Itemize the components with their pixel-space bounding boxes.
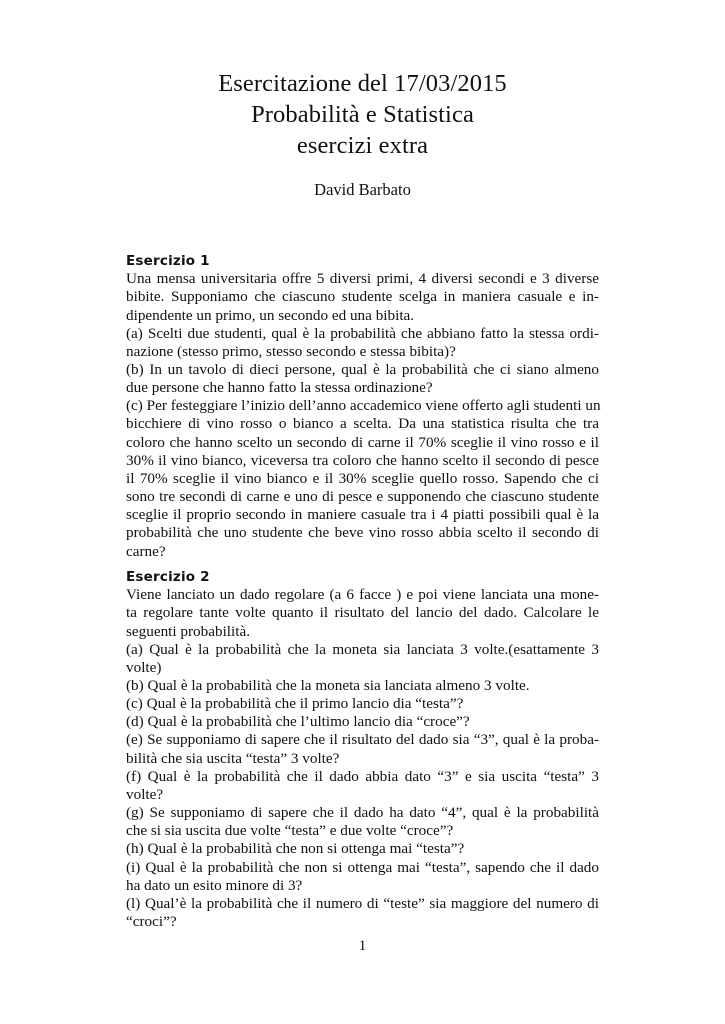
text-line: carne? <box>126 542 166 560</box>
page-number: 1 <box>358 938 367 954</box>
text-line: il 70% sceglie il vino bianco e il 30% sceglie quello rosso. Sapendo che ci <box>126 469 599 487</box>
text-line: (a) Qual è la probabilità che la moneta sia lanciata 3 volte.(esattamente 3 <box>126 640 599 658</box>
text-line: (f) Qual è la probabilità che il dado abbia dato “3” e sia uscita “testa” 3 <box>126 767 599 785</box>
exercise-2 <box>126 568 599 931</box>
text-line: ta regolare tante volte quanto il risultato del lancio del dado. Calcolare le <box>126 604 599 622</box>
text-line: bilità che sia uscita “testa” 3 volte? <box>126 749 340 767</box>
text-line: seguenti probabilità. <box>126 622 250 640</box>
title-line-3: esercizi extra <box>296 132 429 159</box>
text-line: (e) Se supponiamo di sapere che il risultato del dado sia “3”, qual è la proba- <box>126 731 599 749</box>
text-line: bibite. Supponiamo che ciascuno studente scelga in maniera casuale e in- <box>126 288 599 306</box>
exercise-heading: Esercizio 2 <box>126 569 210 585</box>
text-line: due persone che hanno fatto la stessa ordinazione? <box>126 379 433 397</box>
text-line: Una mensa universitaria offre 5 diversi primi, 4 diversi secondi e 3 diverse <box>126 270 599 288</box>
text-line: volte) <box>126 658 162 676</box>
text-line: volte? <box>126 785 164 803</box>
text-line: coloro che hanno scelto un secondo di carne il 70% sceglie il vino rosso e il <box>126 433 599 451</box>
text-line: (a) Scelti due studenti, qual è la probabilità che abbiano fatto la stessa ordi- <box>126 324 599 342</box>
text-line: (i) Qual è la probabilità che non si ottenga mai “testa”, sapendo che il dado <box>126 858 599 876</box>
text-line: dipendente un primo, un secondo ed una bibita. <box>126 306 415 324</box>
text-line: (g) Se supponiamo di sapere che il dado ha dato “4”, qual è la probabilità <box>126 804 599 822</box>
author: David Barbato <box>314 180 411 199</box>
text-line: probabilità che uno studente che beve vino rosso abbia scelto il secondo di <box>126 524 599 542</box>
text-line: (b) Qual è la probabilità che la moneta sia lanciata almeno 3 volte. <box>126 676 530 694</box>
exercise-body <box>126 586 599 931</box>
text-line: che si sia uscita due volte “testa” e due volte “croce”? <box>126 822 454 840</box>
exercise-heading: Esercizio 1 <box>126 253 210 269</box>
text-line: bicchiere di vino rosso o bianco a scelta. Da una statistica risulta che tra <box>126 415 599 433</box>
text-line: (h) Qual è la probabilità che non si ottenga mai “testa”? <box>126 840 465 858</box>
text-line: (c) Per festeggiare l’inizio dell’anno accademico viene offerto agli studenti un <box>126 397 601 415</box>
text-line: (l) Qual’è la probabilità che il numero di “teste” sia maggiore del numero di <box>126 894 599 912</box>
text-line: sono tre secondi di carne e uno di pesce e supponendo che ciascuno studente <box>126 488 599 506</box>
text-line: sceglie il proprio secondo in maniere casuale tra i 4 piatti possibili qual è la <box>126 506 599 524</box>
text-line: “croci”? <box>126 913 177 931</box>
exercise-1 <box>126 252 599 561</box>
title-block <box>0 68 725 161</box>
text-line: ha dato un esito minore di 3? <box>126 876 303 894</box>
text-line: Viene lanciato un dado regolare (a 6 facce ) e poi viene lanciata una mone- <box>126 586 599 604</box>
exercise-body <box>126 270 599 561</box>
text-line: (d) Qual è la probabilità che l’ultimo lancio dia “croce”? <box>126 713 470 731</box>
text-line: nazione (stesso primo, stesso secondo e stessa bibita)? <box>126 342 456 360</box>
text-line: 30% il vino bianco, viceversa tra coloro che hanno scelto il secondo di pesce <box>126 451 599 469</box>
title-line-1: Esercitazione del 17/03/2015 <box>218 70 507 97</box>
title-line-2: Probabilità e Statistica <box>251 101 474 128</box>
text-line: (b) In un tavolo di dieci persone, qual è la probabilità che ci siano almeno <box>126 360 599 378</box>
text-line: (c) Qual è la probabilità che il primo lancio dia “testa”? <box>126 695 464 713</box>
